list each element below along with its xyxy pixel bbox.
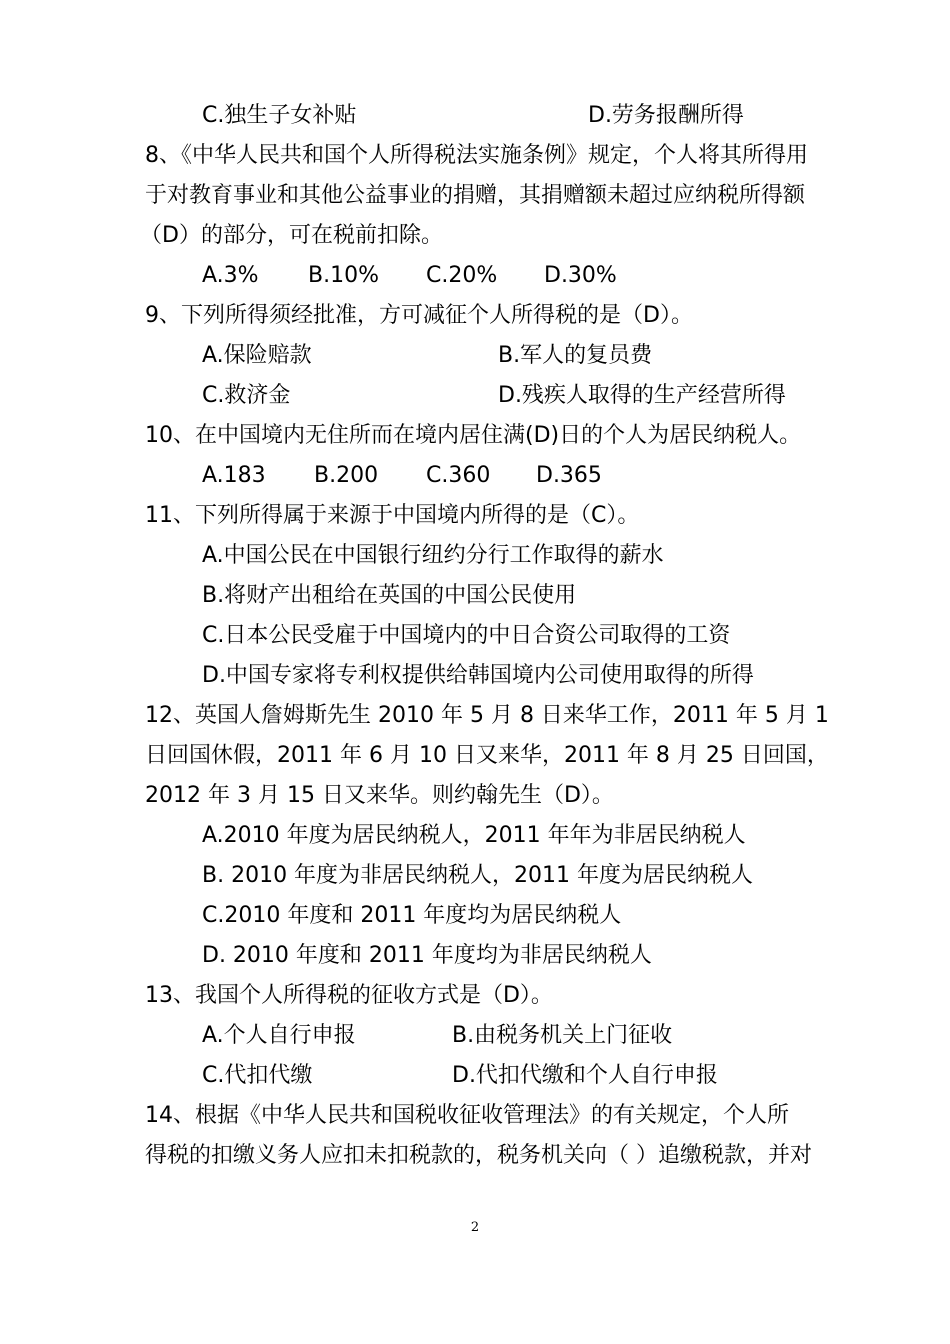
q8-option-a: A.3%	[202, 263, 259, 288]
q10-option-a: A.183	[202, 463, 266, 488]
q8-question-line-2: 于对教育事业和其他公益事业的捐赠，其捐赠额未超过应纳税所得额	[145, 183, 806, 208]
q11-option-b: B.将财产出租给在英国的中国公民使用	[202, 583, 577, 608]
q14-question-line-1: 14、根据《中华人民共和国税收征收管理法》的有关规定，个人所	[145, 1103, 789, 1128]
q13-question: 13、我国个人所得税的征收方式是（D）。	[145, 983, 553, 1008]
q7-option-c: C.独生子女补贴	[202, 103, 357, 128]
q11-option-a: A.中国公民在中国银行纽约分行工作取得的薪水	[202, 543, 664, 568]
q9-option-c: C.救济金	[202, 383, 291, 408]
q9-option-d: D.残疾人取得的生产经营所得	[498, 383, 786, 408]
q13-option-b: B.由税务机关上门征收	[452, 1023, 673, 1048]
q12-option-a: A.2010 年度为居民纳税人，2011 年年为非居民纳税人	[202, 823, 746, 848]
q7-option-d: D.劳务报酬所得	[588, 103, 744, 128]
page-number: 2	[470, 1220, 480, 1235]
q13-option-c: C.代扣代缴	[202, 1063, 313, 1088]
q11-option-d: D.中国专家将专利权提供给韩国境内公司使用取得的所得	[202, 663, 754, 688]
q12-question-line-3: 2012 年 3 月 15 日又来华。则约翰先生（D）。	[145, 783, 614, 808]
q9-option-a: A.保险赔款	[202, 343, 312, 368]
q10-option-c: C.360	[426, 463, 491, 488]
q9-option-b: B.军人的复员费	[498, 343, 653, 368]
q9-question: 9、下列所得须经批准，方可减征个人所得税的是（D）。	[145, 303, 693, 328]
q11-question: 11、下列所得属于来源于中国境内所得的是（C）。	[145, 503, 640, 528]
q11-option-c: C.日本公民受雇于中国境内的中日合资公司取得的工资	[202, 623, 731, 648]
q12-question-line-2: 日回国休假，2011 年 6 月 10 日又来华，2011 年 8 月 25 日回国，	[145, 743, 829, 768]
q12-option-d: D. 2010 年度和 2011 年度均为非居民纳税人	[202, 943, 652, 968]
q10-question: 10、在中国境内无住所而在境内居住满(D)日的个人为居民纳税人。	[145, 423, 802, 448]
q14-question-line-2: 得税的扣缴义务人应扣未扣税款的，税务机关向（ ）追缴税款，并对	[145, 1143, 812, 1168]
q13-option-d: D.代扣代缴和个人自行申报	[452, 1063, 718, 1088]
q10-option-b: B.200	[314, 463, 379, 488]
q8-question-line-3: （D）的部分，可在税前扣除。	[140, 223, 443, 248]
q12-option-b: B. 2010 年度为非居民纳税人，2011 年度为居民纳税人	[202, 863, 754, 888]
q10-option-d: D.365	[536, 463, 602, 488]
q8-question-line-1: 8、《中华人民共和国个人所得税法实施条例》规定，个人将其所得用	[145, 143, 808, 168]
q13-option-a: A.个人自行申报	[202, 1023, 356, 1048]
q8-option-d: D.30%	[544, 263, 617, 288]
q12-question-line-1: 12、英国人詹姆斯先生 2010 年 5 月 8 日来华工作，2011 年 5 月 1	[145, 703, 829, 728]
q8-option-b: B.10%	[308, 263, 379, 288]
q8-option-c: C.20%	[426, 263, 498, 288]
q12-option-c: C.2010 年度和 2011 年度均为居民纳税人	[202, 903, 622, 928]
